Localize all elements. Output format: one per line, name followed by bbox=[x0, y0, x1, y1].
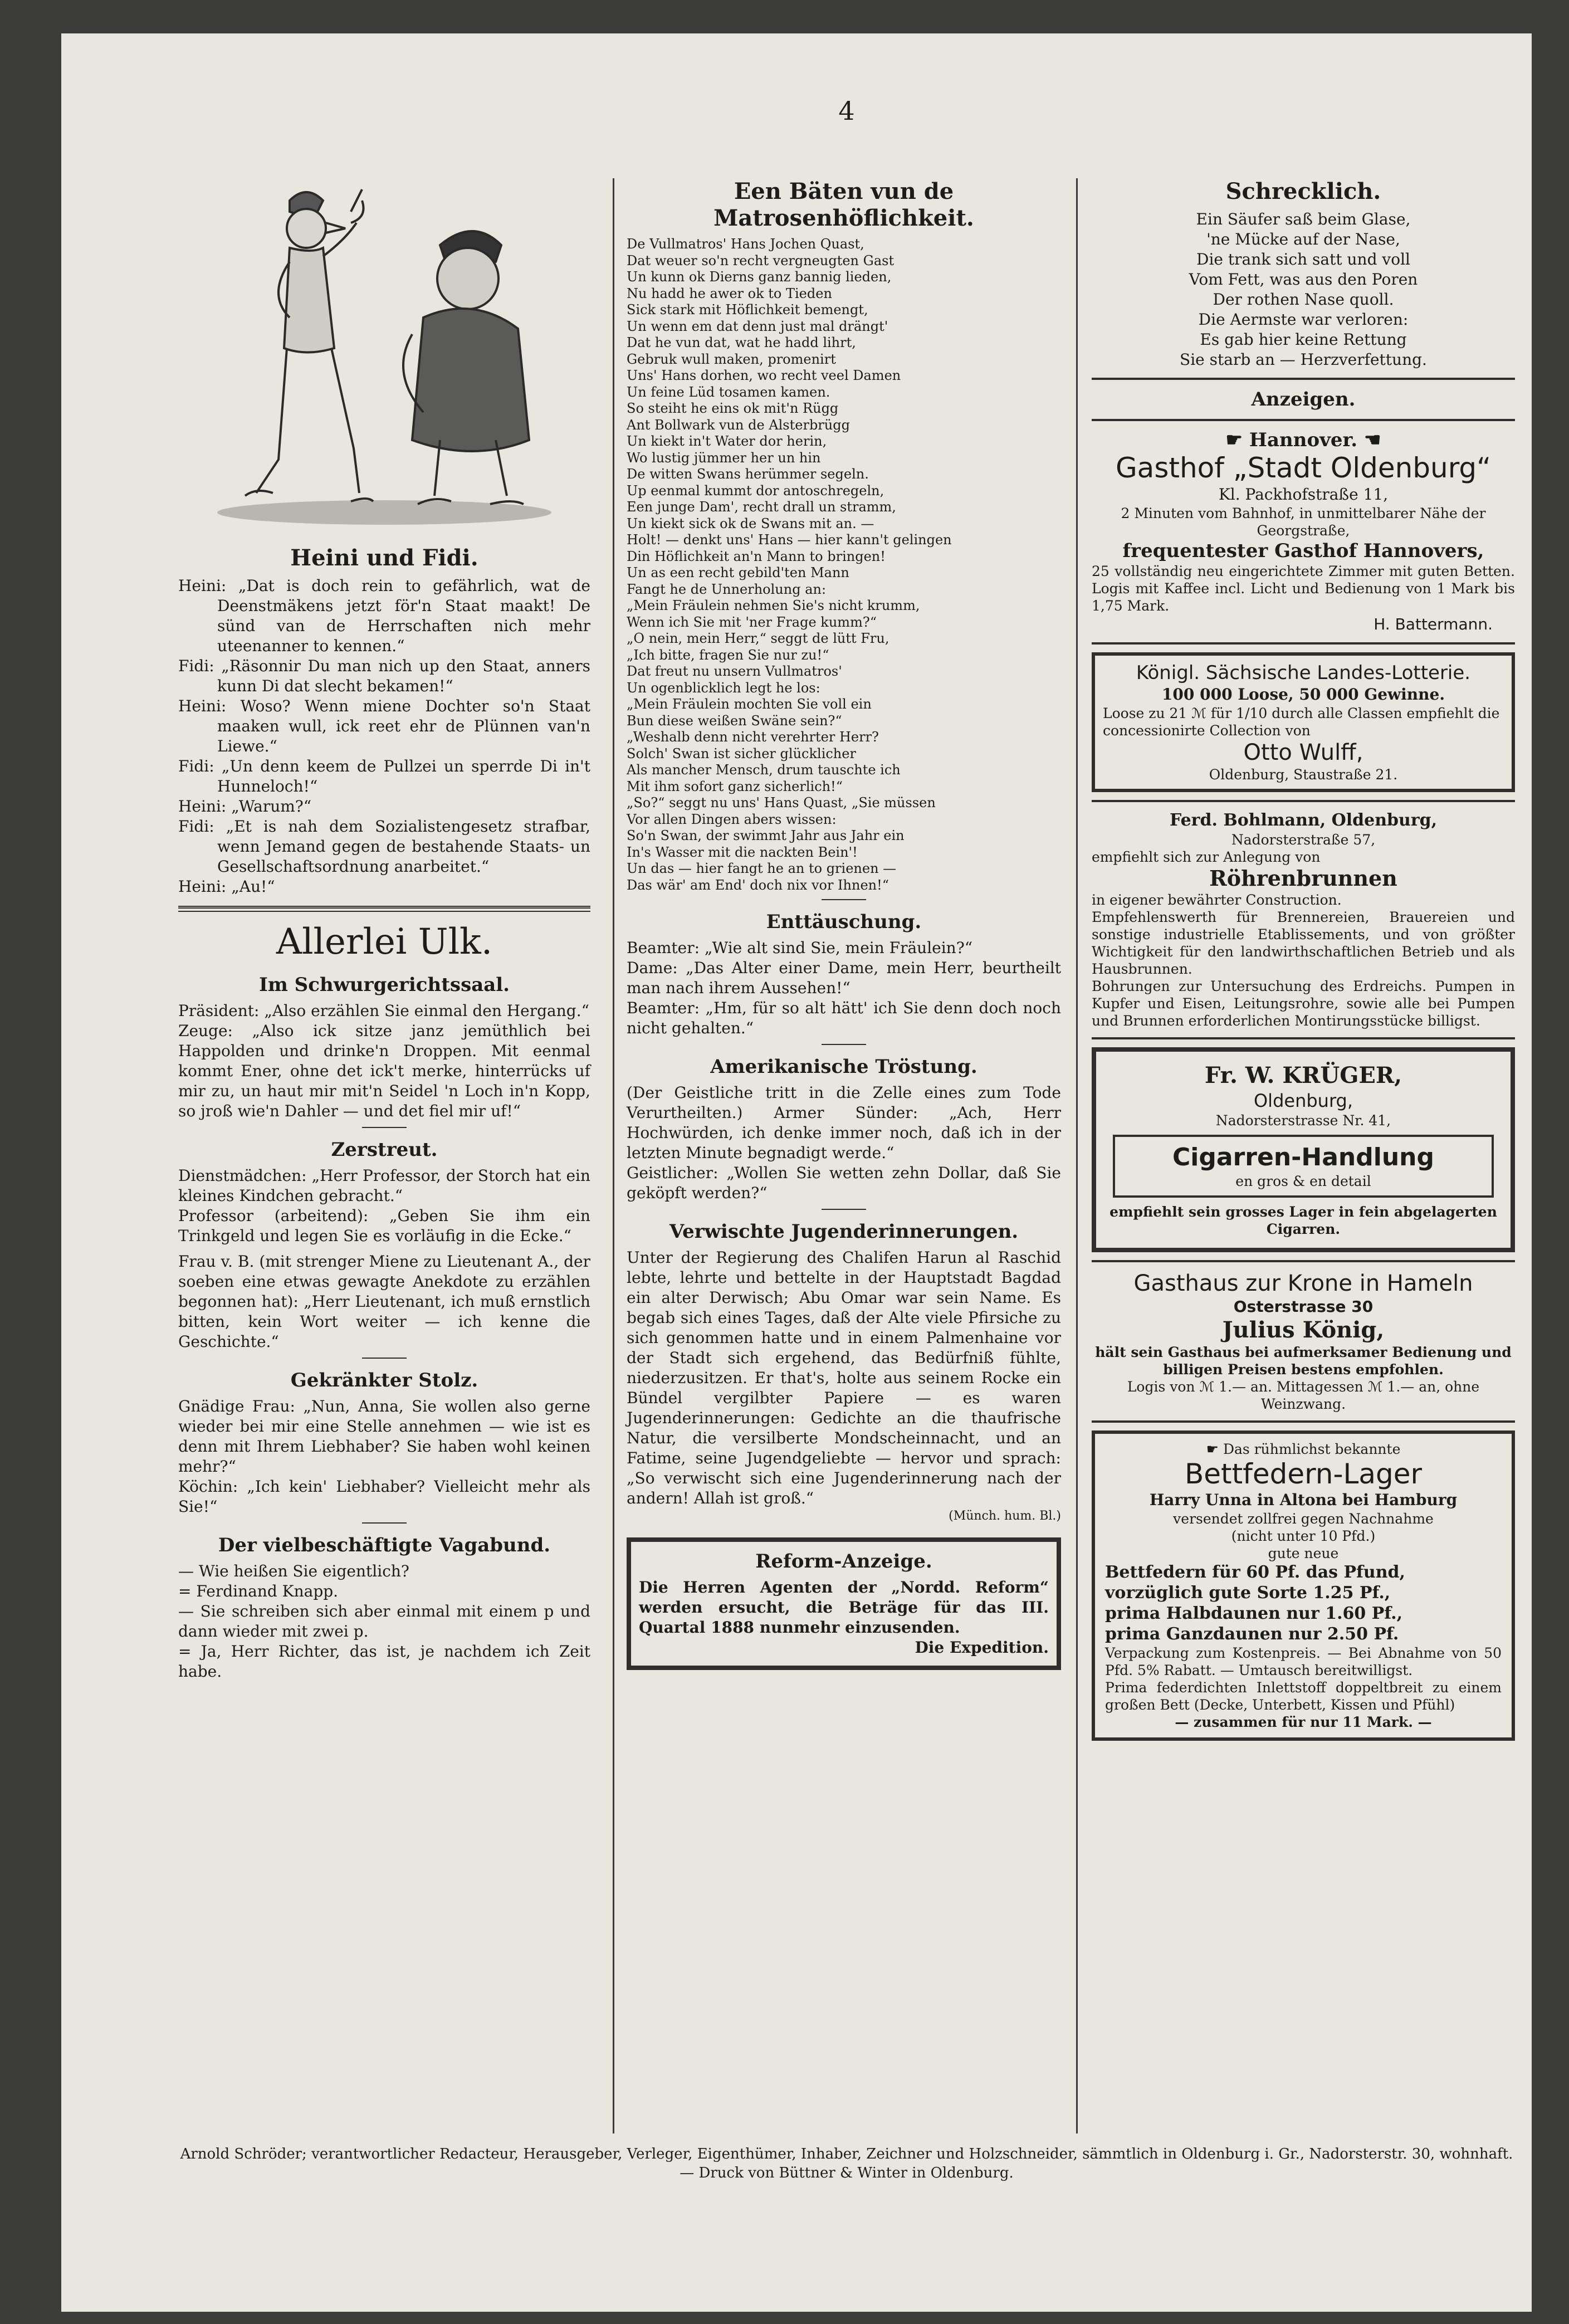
poem-line: „Mein Fräulein nehmen Sie's nicht krumm, bbox=[627, 598, 920, 613]
poem-line: Un das — hier fangt he an to grienen — bbox=[627, 861, 897, 876]
poem-title: Schrecklich. bbox=[1225, 178, 1381, 204]
section-divider bbox=[1092, 1037, 1515, 1039]
ad-description: 2 Minuten vom Bahnhof, in unmittelbarer Nähe der Georgstraße, bbox=[1121, 505, 1486, 539]
reform-signature: Die Expedition. bbox=[915, 1638, 1049, 1657]
ad-body: Loose zu 21 ℳ für 1/10 durch alle Classen empfiehlt die concessionirte Collection von bbox=[1103, 705, 1500, 739]
ad-body: Verpackung zum Kostenpreis. — Bei Abnahme von 50 Pfd. 5% Rabatt. — Umtausch bereitwilligst. bbox=[1105, 1645, 1502, 1678]
ad-bettfedern bbox=[1092, 1430, 1515, 1741]
article-paragraph: Beamter: „Hm, für so alt hätt' ich Sie denn doch noch nicht gehalten.“ bbox=[627, 999, 1061, 1037]
page-number: 4 bbox=[838, 96, 855, 126]
article-paragraph: Präsident: „Also erzählen Sie einmal den Hergang.“ bbox=[178, 1002, 589, 1020]
ad-krone-hameln bbox=[1092, 1270, 1515, 1413]
poem-line: Un kiekt sick ok de Swans mit an. — bbox=[627, 515, 874, 531]
ad-name: Harry Unna in Altona bei Hamburg bbox=[1149, 1491, 1458, 1509]
section-divider bbox=[178, 906, 590, 912]
ad-body: 25 vollständig neu eingerichtete Zimmer mit guten Betten. Logis mit Kaffee incl. Licht und Bedienung von 1 Mark bis 1,75 Mark. bbox=[1092, 563, 1515, 614]
column-left bbox=[178, 178, 590, 1682]
poem-line: Als mancher Mensch, drum tauschte ich bbox=[627, 762, 901, 778]
short-rule bbox=[362, 1127, 407, 1128]
column-right bbox=[1092, 178, 1515, 1747]
article-title: Gekränkter Stolz. bbox=[290, 1369, 478, 1392]
article-paragraph: (Der Geistliche tritt in die Zelle eines zum Tode Verurtheilten.) Armer Sünder: „Ach, Herr Hochwürden, ich denke immer noch, daß ich in der letzten Minute begnadigt werde.“ bbox=[627, 1083, 1061, 1162]
poem-line: De Vullmatros' Hans Jochen Quast, bbox=[627, 236, 864, 252]
ad-inner-box bbox=[1113, 1135, 1494, 1198]
poem-line: Gebruk wull maken, promenirt bbox=[627, 351, 836, 367]
article-paragraph: Dame: „Das Alter einer Dame, mein Herr, beurtheilt man nach ihrem Aussehen!“ bbox=[627, 959, 1061, 997]
article-paragraph: Frau v. B. (mit strenger Miene zu Lieutenant A., der soeben eine etwas gewagte Anekdote zu erzählen begonnen hat): „Herr Lieutenant, ich muß ernstlich bitten, kein Wort weiter — ich kenne die Geschichte.“ bbox=[178, 1252, 590, 1351]
poem-line: Un wenn em dat denn just mal drängt' bbox=[627, 318, 888, 334]
poem-line: Un kunn ok Dierns ganz bannig lieden, bbox=[627, 269, 892, 285]
poem-body bbox=[627, 236, 1061, 894]
ad-lottery bbox=[1092, 652, 1515, 792]
short-rule bbox=[822, 1209, 866, 1210]
poem-line: Wenn ich Sie mit 'ner Frage kumm?“ bbox=[627, 614, 877, 630]
ad-slogan: frequentester Gasthof Hannovers, bbox=[1122, 540, 1484, 562]
poem-title: Een Bäten vun de Matrosenhöflichkeit. bbox=[713, 178, 974, 231]
article-title: Verwischte Jugenderinnerungen. bbox=[669, 1220, 1019, 1243]
poem-line: Un kiekt in't Water dor herin, bbox=[627, 433, 827, 449]
article-paragraph: Zeuge: „Also ick sitze janz jemüthlich bei Happolden und drinke'n Droppen. Mit eenmal kommt Ener, ohne det ick't merke, hinterrücks uf mir zu, un haut mir mit'n Seidel 'n Loch in'n Kopp, so jroß wie'n Dahler — und det fiel mir uf!“ bbox=[178, 1022, 590, 1120]
poem-line: Un as een recht gebild'ten Mann bbox=[627, 565, 849, 580]
poem-line: Mit ihm sofort ganz sicherlich!“ bbox=[627, 778, 843, 794]
dialogue-line: Heini: „Warum?“ bbox=[178, 797, 312, 816]
section-divider bbox=[1092, 1420, 1515, 1423]
ad-address: Nadorsterstrasse Nr. 41, bbox=[1215, 1112, 1391, 1129]
ad-address: Oldenburg, Staustraße 21. bbox=[1209, 766, 1398, 783]
section-divider bbox=[1092, 1260, 1515, 1262]
poem-line: Dat weuer so'n recht vergneugten Gast bbox=[627, 252, 895, 268]
poem-line: Een junge Dam', recht drall un stramm, bbox=[627, 499, 896, 515]
ads-title: Anzeigen. bbox=[1251, 388, 1356, 411]
article-paragraph: Dienstmädchen: „Herr Professor, der Storch hat ein kleines Kindchen gebracht.“ bbox=[178, 1166, 590, 1205]
poem-line: Dat he vun dat, wat he hadd lihrt, bbox=[627, 335, 856, 350]
column-middle bbox=[627, 178, 1061, 1677]
ad-pre: ☛ Das rühmlichst bekannte bbox=[1206, 1441, 1401, 1457]
article-title: Im Schwurgerichtssaal. bbox=[258, 974, 510, 996]
poem-line: „Weshalb denn nicht verehrter Herr? bbox=[627, 729, 879, 745]
article-paragraph: Unter der Regierung des Chalifen Harun al Raschid lebte, lehrte und bettelte in der Hauptstadt Bagdad ein alter Derwisch; Abu Omar war sein Name. Es begab sich eines Tages, daß der Alte viele Pfirsiche zu sich genommen hatte und in einem Palmenhaine vor der Stadt sich ergehend, das Bedürfniß fühlte, niederzusitzen. Er that's, holte aus seinem Rocke ein Bündel vergilbter Papiere — es waren Jugenderinnerungen: Gedichte an die thaufrische Natur, die versilberte Mondscheinnacht, und an Fatime, seine Jugendgeliebte — hervor und sprach: „So verwischt sich eine Jugenderinnerung nach der andern! Allah ist groß.“ bbox=[627, 1248, 1061, 1507]
ad-title: Königl. Sächsische Landes-Lotterie. bbox=[1136, 662, 1471, 684]
imprint-footer: Arnold Schröder; verantwortlicher Redacteur, Herausgeber, Verleger, Eigenthümer, Inhaber, Zeichner und Holzschneider, sämmtlich in Oldenburg i. Gr., Nadorsterstr. 30, wohnhaft. — Druck von Büttner & Winter in Oldenburg. bbox=[180, 2146, 1513, 2181]
ad-line: (nicht unter 10 Pfd.) bbox=[1231, 1528, 1376, 1544]
short-rule bbox=[362, 1358, 407, 1359]
ad-name: Ferd. Bohlmann, Oldenburg, bbox=[1169, 811, 1438, 830]
poem-line: Fangt he de Unnerholung an: bbox=[627, 581, 827, 597]
poem-line: Das wär' am End' doch nix vor Ihnen!“ bbox=[627, 877, 889, 893]
dialogue-line: Heini: „Au!“ bbox=[178, 877, 275, 896]
ad-address: Kl. Packhofstraße 11, bbox=[1218, 485, 1389, 504]
article-paragraph: = Ja, Herr Richter, das ist, je nachdem ich Zeit habe. bbox=[178, 1642, 590, 1681]
poem-line: So steiht he eins ok mit'n Rügg bbox=[627, 401, 839, 416]
poem-line: „So?“ seggt nu uns' Hans Quast, „Sie müssen bbox=[627, 795, 936, 811]
column-rule bbox=[1076, 178, 1078, 2133]
ad-body: Logis von ℳ 1.— an. Mittagessen ℳ 1.— an, ohne Weinzwang. bbox=[1127, 1379, 1480, 1412]
reform-notice-box bbox=[627, 1537, 1061, 1670]
ad-line: gute neue bbox=[1268, 1545, 1339, 1561]
dialogue-line: Fidi: „Et is nah dem Sozialistengesetz strafbar, wenn Jemand gegen de bestahende Staats- un Gesellschaftsordnung anarbeitet.“ bbox=[178, 817, 590, 876]
poem-line: Die Aermste war verloren: bbox=[1198, 310, 1409, 329]
cartoon-dialogue bbox=[178, 576, 590, 897]
poem-line: Wo lustig jümmer her un hin bbox=[627, 450, 821, 466]
section-divider bbox=[1092, 419, 1515, 421]
poem-line: „Mein Fräulein mochten Sie voll ein bbox=[627, 696, 872, 712]
poem-line: Ein Säufer saß beim Glase, bbox=[1196, 210, 1411, 228]
ad-gasthof-hannover bbox=[1092, 429, 1515, 634]
article-paragraph: Geistlicher: „Wollen Sie wetten zehn Dollar, daß Sie geköpft werden?“ bbox=[627, 1164, 1061, 1202]
article-paragraph: Beamter: „Wie alt sind Sie, mein Fräulein?“ bbox=[627, 939, 973, 957]
poem-line: Vom Fett, was aus den Poren bbox=[1189, 270, 1418, 289]
poem-line: Nu hadd he awer ok to Tieden bbox=[627, 285, 832, 301]
ad-price: prima Ganzdaunen nur 2.50 Pf. bbox=[1105, 1624, 1399, 1644]
poem-line: Up eenmal kummt dor antoschregeln, bbox=[627, 482, 884, 499]
ad-city: ☛ Hannover. ☚ bbox=[1225, 429, 1381, 451]
ad-headline: Cigarren-Handlung bbox=[1172, 1143, 1434, 1171]
ad-name: Otto Wulff, bbox=[1243, 740, 1363, 765]
poem-line: Solch' Swan ist sicher glücklicher bbox=[627, 745, 856, 761]
section-divider bbox=[1092, 800, 1515, 802]
dialogue-line: Fidi: „Un denn keem de Pullzei un sperrde Di in't Hunneloch!“ bbox=[178, 757, 591, 795]
poem-line: Die trank sich satt und voll bbox=[1196, 250, 1410, 268]
section-divider bbox=[1092, 378, 1515, 380]
ad-title: Gasthaus zur Krone in Hameln bbox=[1133, 1271, 1473, 1296]
poem-line: Un feine Lüd tosamen kamen. bbox=[627, 384, 830, 400]
ad-line: in eigener bewährter Construction. bbox=[1092, 892, 1342, 908]
article-paragraph: Gnädige Frau: „Nun, Anna, Sie wollen also gerne wieder bei mir eine Stelle annehmen — wie ist es denn mit Ihrem Liebhaber? Sie haben wohl keinen mehr?“ bbox=[178, 1397, 590, 1476]
article-paragraph: Professor (arbeitend): „Geben Sie ihm ein Trinkgeld und legen Sie es vorläufig in die Ecke.“ bbox=[178, 1207, 590, 1245]
short-rule bbox=[822, 899, 866, 900]
section-divider bbox=[1092, 642, 1515, 645]
ad-owner: H. Battermann. bbox=[1374, 615, 1493, 633]
poem-line: Dat freut nu unsern Vullmatros' bbox=[627, 663, 842, 679]
short-rule bbox=[362, 1522, 407, 1524]
ad-price: prima Halbdaunen nur 1.60 Pf., bbox=[1105, 1604, 1403, 1623]
poem-line: So'n Swan, der swimmt Jahr aus Jahr ein bbox=[627, 828, 905, 843]
dialogue-line: Heini: „Dat is doch rein to gefährlich, wat de Deenstmäkens jetzt för'n Staat maakt! De sünd van de Herrschaften nich mehr uteenanner to kennen.“ bbox=[178, 577, 590, 655]
reform-text: Die Herren Agenten der „Nordd. Reform“ werden ersucht, die Beträge für das III. Quartal 1888 nunmehr einzusenden. bbox=[639, 1578, 1049, 1637]
article-paragraph: — Sie schreiben sich aber einmal mit einem p und dann wieder mit zwei p. bbox=[178, 1602, 590, 1641]
column-rule bbox=[613, 178, 614, 2133]
poem-line: Ant Bollwark vun de Alsterbrügg bbox=[627, 417, 850, 433]
ad-name: Gasthof „Stadt Oldenburg“ bbox=[1115, 452, 1492, 484]
ad-subtitle: en gros & en detail bbox=[1235, 1173, 1371, 1189]
article-title: Enttäuschung. bbox=[766, 911, 922, 933]
ad-body: Empfehlenswerth für Brennereien, Brauereien und sonstige industrielle Etablissements, und von größter Wichtigkeit für den landwirthschaftlichen Betrieb und als Hausbrunnen. bbox=[1092, 909, 1515, 977]
short-rule bbox=[822, 1044, 866, 1045]
ad-body: hält sein Gasthaus bei aufmerksamer Bedienung und billigen Preisen bestens empfohlen. bbox=[1095, 1344, 1512, 1378]
section-title-allerlei: Allerlei Ulk. bbox=[276, 921, 493, 963]
poem-line: Sick stark mit Höflichkeit bemengt, bbox=[627, 302, 868, 318]
ad-name: Julius König, bbox=[1222, 1317, 1385, 1343]
ad-krueger bbox=[1092, 1047, 1515, 1252]
cartoon-illustration bbox=[206, 178, 563, 535]
poem-line: Es gab hier keine Rettung bbox=[1200, 330, 1407, 349]
article-paragraph: = Ferdinand Knapp. bbox=[178, 1582, 339, 1600]
poem-line: Vor allen Dingen abers wissen: bbox=[627, 811, 837, 827]
poem-line: Din Höflichkeit an'n Mann to bringen! bbox=[627, 548, 886, 564]
poem-line: 'ne Mücke auf der Nase, bbox=[1206, 230, 1400, 248]
article-title: Amerikanische Tröstung. bbox=[710, 1056, 977, 1078]
ad-bohlmann bbox=[1092, 810, 1515, 1029]
ad-body: Bohrungen zur Untersuchung des Erdreichs. Pumpen in Kupfer und Eisen, Leitungsrohre, sowie alle bei Pumpen und Brunnen erforderlichen Montirungsstücke billigst. bbox=[1092, 978, 1515, 1029]
poem-line: Der rothen Nase quoll. bbox=[1213, 290, 1394, 309]
ad-body: empfiehlt sein grosses Lager in fein abgelagerten Cigarren. bbox=[1109, 1204, 1497, 1237]
ad-address: Osterstrasse 30 bbox=[1233, 1297, 1374, 1316]
ad-line: empfiehlt sich zur Anlegung von bbox=[1092, 849, 1321, 865]
dialogue-line: Fidi: „Räsonnir Du man nich up den Staat, anners kunn Di dat slecht bekamen!“ bbox=[178, 657, 590, 695]
ad-line: versendet zollfrei gegen Nachnahme bbox=[1173, 1511, 1434, 1527]
poem-line: Holt! — denkt uns' Hans — hier kann't gelingen bbox=[627, 532, 952, 548]
article-paragraph: Köchin: „Ich kein' Liebhaber? Vielleicht mehr als Sie!“ bbox=[178, 1477, 590, 1516]
poem-line: Sie starb an — Herzverfettung. bbox=[1180, 350, 1427, 369]
ad-name: Fr. W. KRÜGER, bbox=[1204, 1062, 1402, 1088]
ad-price: Bettfedern für 60 Pf. das Pfund, bbox=[1105, 1563, 1405, 1582]
poem-line: In's Wasser mit die nackten Bein'! bbox=[627, 844, 858, 860]
article-paragraph: — Wie heißen Sie eigentlich? bbox=[178, 1562, 409, 1580]
cartoon-title: Heini und Fidi. bbox=[290, 545, 478, 571]
poem-body bbox=[1092, 209, 1515, 370]
ad-headline: Röhrenbrunnen bbox=[1209, 866, 1397, 891]
ad-body: Prima federdichten Inlettstoff doppeltbreit zu einem großen Bett (Decke, Unterbett, Kissen und Pfühl) bbox=[1105, 1679, 1502, 1713]
poem-line: „Ich bitte, fragen Sie nur zu!“ bbox=[627, 647, 829, 663]
dialogue-line: Heini: Woso? Wenn miene Dochter so'n Staat maaken wull, ick reet ehr de Plünnen van'n Liewe.“ bbox=[178, 697, 590, 755]
poem-line: De witten Swans herümmer segeln. bbox=[627, 466, 869, 482]
ad-title: Bettfedern-Lager bbox=[1184, 1458, 1423, 1490]
article-title: Zerstreut. bbox=[331, 1139, 438, 1161]
ad-city: Oldenburg, bbox=[1253, 1090, 1353, 1111]
poem-line: „O nein, mein Herr,“ seggt de lütt Fru, bbox=[627, 631, 889, 646]
article-title: Der vielbeschäftigte Vagabund. bbox=[218, 1534, 551, 1556]
ad-address: Nadorsterstraße 57, bbox=[1231, 832, 1376, 848]
poem-line: Un ogenblicklich legt he los: bbox=[627, 680, 820, 696]
ad-subtitle: 100 000 Loose, 50 000 Gewinne. bbox=[1161, 685, 1445, 704]
ad-end: — zusammen für nur 11 Mark. — bbox=[1175, 1714, 1432, 1730]
reform-title: Reform-Anzeige. bbox=[755, 1550, 932, 1573]
article-source: (Münch. hum. Bl.) bbox=[949, 1509, 1061, 1523]
ad-price: vorzüglich gute Sorte 1.25 Pf., bbox=[1105, 1583, 1391, 1603]
poem-line: Uns' Hans dorhen, wo recht veel Damen bbox=[627, 368, 901, 383]
poem-line: Bun diese weißen Swäne sein?“ bbox=[627, 712, 842, 729]
